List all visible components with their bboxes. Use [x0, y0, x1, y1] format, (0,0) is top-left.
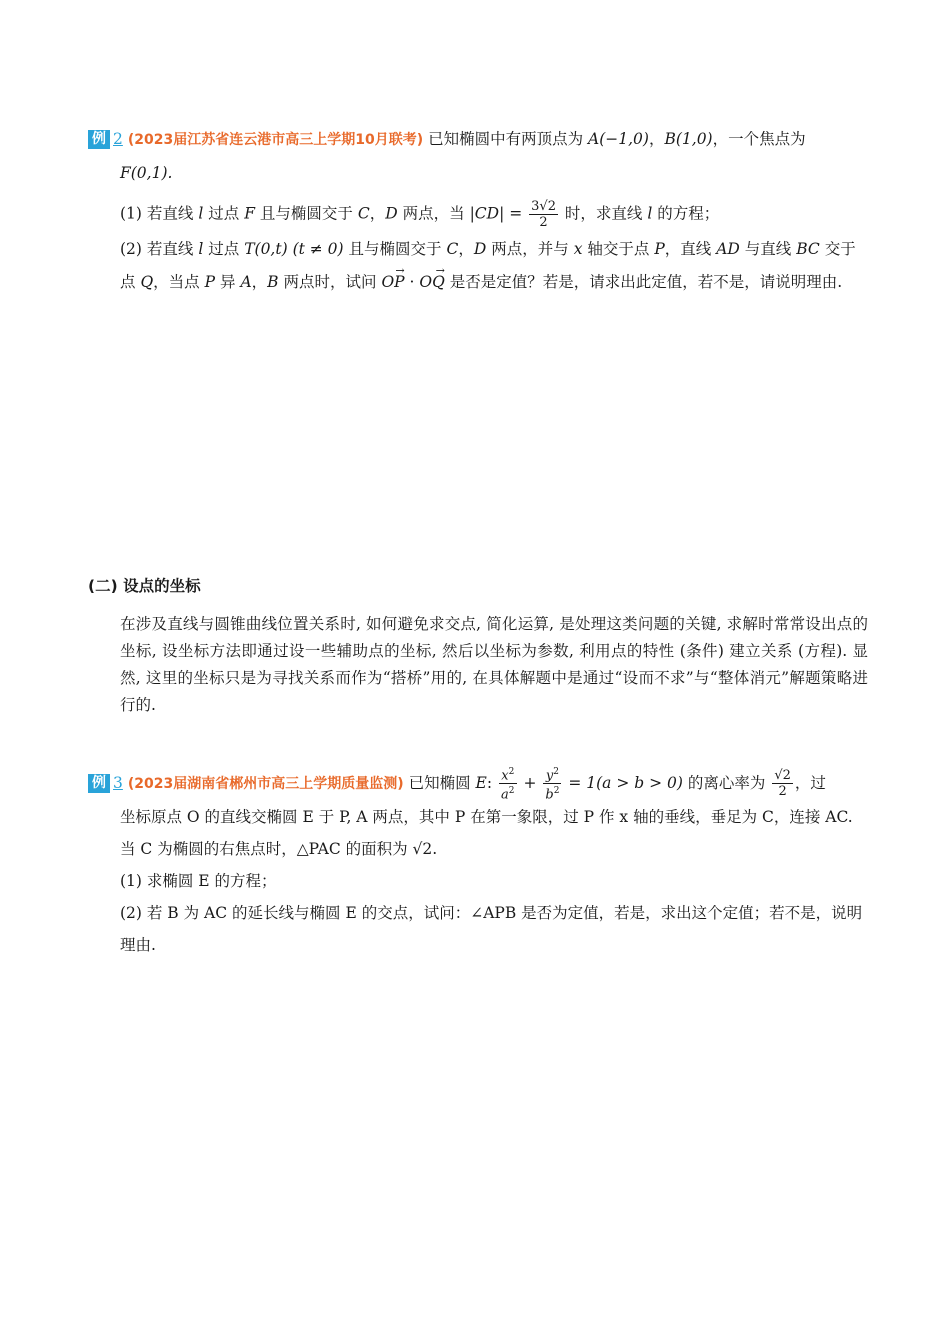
example-2-question-2: (2) 若直线 l 过点 T(0,t) (t ≠ 0) 且与椭圆交于 C，D 两点，并与 x 轴交于点 P，直线 AD 与直线 BC 交于: [120, 240, 856, 258]
cd-length: |CD| =: [469, 204, 523, 223]
text: 轴交于点: [587, 240, 650, 258]
text: ，直线: [664, 240, 712, 258]
vector-op: → OP: [381, 271, 404, 293]
vector-oq: → OQ: [419, 271, 444, 293]
text: 是否是定值？若是，请求出此定值，若不是，请说明理由.: [449, 273, 843, 291]
text: 点: [120, 273, 136, 291]
text: 两点时，试问: [283, 273, 377, 291]
text: 且与椭圆交于: [259, 204, 353, 223]
text: 过点: [208, 204, 240, 223]
fraction-y: $\frac{y^2}{b^2}$: [545, 767, 560, 803]
point-b: B(1,0): [664, 130, 713, 148]
point-t: T(0,t) (t ≠ 0): [244, 240, 344, 258]
example-2-question-2-cont: 点 Q，当点 P 异 A，B 两点时，试问 → OP · → OQ 是否是定值？若是，请求出此定值，若不是，请说明理由.: [120, 271, 842, 293]
text: 的方程；: [657, 204, 720, 223]
example-2-header: 例 2 (2023届江苏省连云港市高三上学期10月联考) 已知椭圆中有两顶点为 A(−1,0)，B(1,0)，一个焦点为: [88, 128, 806, 151]
example-source: (2023届江苏省连云港市高三上学期10月联考): [127, 132, 424, 148]
equation-tail: = 1(a > b > 0): [568, 773, 683, 792]
text: 的离心率为: [687, 773, 766, 792]
text: 过点: [208, 240, 240, 258]
text: 两点，并与: [491, 240, 569, 258]
example-2-line-2: [120, 162, 172, 184]
point-a: A(−1,0): [588, 130, 649, 148]
example-3-question-2-cont: 理由.: [120, 936, 156, 954]
text: 且与椭圆交于: [348, 240, 442, 258]
fraction-ecc: $\frac{√2}{2}$: [774, 768, 791, 800]
text: 时，求直线: [564, 204, 643, 223]
example-number: 2: [113, 130, 123, 148]
text: (2) 若直线: [120, 240, 194, 258]
text: 与直线: [744, 240, 792, 258]
example-3-header: 例 3 (2023届湖南省郴州市高三上学期质量监测) 已知椭圆 E: $\frac{x^2}{a^2}$ + $\frac{y^2}{b^2}$ = 1(a > b > 0) 的离心率为 $\frac{√2}{2}$ ，过: [88, 765, 826, 803]
example-3-line-2: 坐标原点 O 的直线交椭圆 E 于 P, A 两点，其中 P 在第一象限，过 P 作 x 轴的垂线，垂足为 C，连接 AC.: [120, 808, 853, 826]
fraction: $\frac{3√2}{2}$: [531, 199, 556, 230]
point-f: F(0,1).: [120, 164, 173, 182]
text: ，一个焦点为: [712, 130, 806, 148]
section-paragraph: 在涉及直线与圆锥曲线位置关系时, 如何避免求交点, 简化运算, 是处理这类问题的关键, 求解时常常设出点的坐标, 设坐标方法即通过设一些辅助点的坐标, 然后以坐标为参数, 利用点的特性 (条件) 建立关系 (方程). 显然, 这里的坐标只是为寻找关系而作为“搭桥”用的, 在具体解题中是通过“设而不求”与“整体消元”解题策略进行的.: [120, 615, 868, 714]
text: 交于: [824, 240, 856, 258]
section-title: (二) 设点的坐标: [88, 577, 201, 595]
text: 异: [220, 273, 236, 291]
text: 两点，当: [402, 204, 465, 223]
example-tag: 例: [88, 774, 110, 793]
example-tag: 例: [88, 130, 110, 149]
text: 已知椭圆中有两顶点为: [428, 130, 584, 148]
example-source: (2023届湖南省郴州市高三上学期质量监测): [127, 775, 404, 792]
text: (1) 若直线: [120, 204, 194, 223]
example-3-question-2: (2) 若 B 为 AC 的延长线与椭圆 E 的交点，试问：∠APB 是否为定值，若是，求出这个定值；若不是，说明: [120, 904, 863, 922]
example-3-line-3: 当 C 为椭圆的右焦点时，△PAC 的面积为 √2.: [120, 840, 438, 858]
example-number: 3: [113, 773, 123, 792]
example-3-question-1: (1) 求椭圆 E 的方程；: [120, 872, 277, 890]
example-2-question-1: (1) 若直线 l 过点 F 且与椭圆交于 C，D 两点，当 |CD| = $\frac{3√2}{2}$ 时，求直线 l 的方程；: [120, 199, 720, 230]
fraction-x: $\frac{x^2}{a^2}$: [501, 767, 515, 803]
text: ，当点: [153, 273, 200, 291]
text: 已知椭圆: [408, 773, 471, 792]
